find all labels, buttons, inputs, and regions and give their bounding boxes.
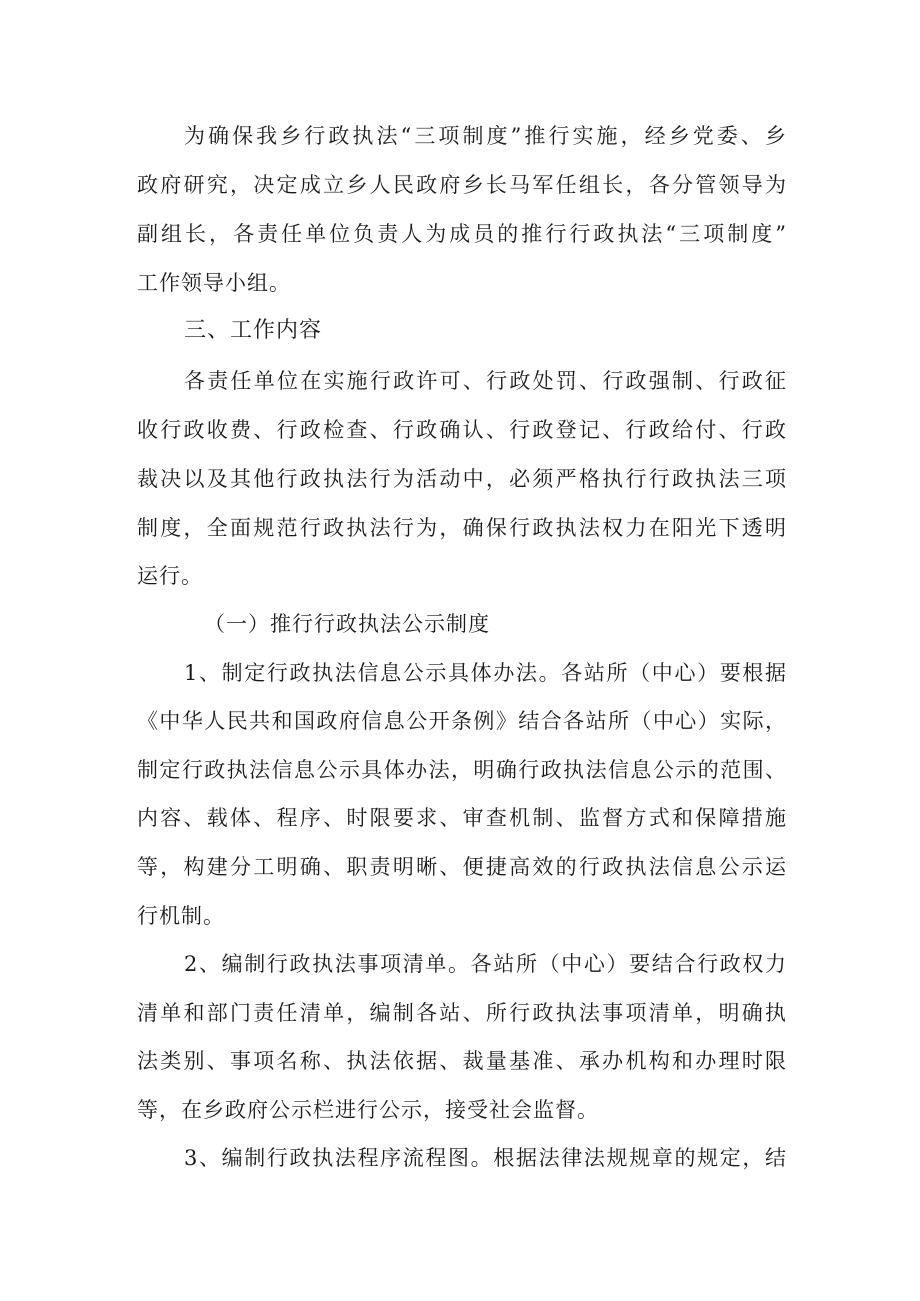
paragraph-line: 制度，全面规范行政执法行为，确保行政执法权力在阳光下透明	[137, 516, 787, 540]
item-line: 制定行政执法信息公示具体办法，明确行政执法信息公示的范围、	[137, 758, 787, 782]
subsection-heading: （一）推行行政执法公示制度	[204, 612, 490, 636]
paragraph-line: 各责任单位在实施行政许可、行政处罚、行政强制、行政征	[184, 369, 787, 393]
item-line: 2、编制行政执法事项清单。各站所（中心）要结合行政权力	[184, 952, 787, 976]
item-line: 行机制。	[137, 904, 225, 928]
item-line: 《中华人民共和国政府信息公开条例》结合各站所（中心）实际，	[137, 709, 787, 733]
item-line: 等，在乡政府公示栏进行公示，接受社会监督。	[137, 1098, 599, 1122]
item-line: 1、制定行政执法信息公示具体办法。各站所（中心）要根据	[184, 661, 787, 685]
paragraph-line: 工作领导小组。	[137, 271, 291, 295]
paragraph-line: 为确保我乡行政执法“三项制度”推行实施，经乡党委、乡	[184, 124, 787, 148]
paragraph-line: 副组长，各责任单位负责人为成员的推行行政执法“三项制度”	[137, 222, 787, 246]
paragraph-line: 收行政收费、行政检查、行政确认、行政登记、行政给付、行政	[137, 418, 787, 442]
paragraph-line: 运行。	[137, 564, 203, 588]
paragraph-line: 政府研究，决定成立乡人民政府乡长马军任组长，各分管领导为	[137, 173, 787, 197]
paragraph-line: 裁决以及其他行政执法行为活动中，必须严格执行行政执法三项	[137, 467, 787, 491]
item-line: 内容、载体、程序、时限要求、审查机制、监督方式和保障措施	[137, 806, 787, 830]
item-line: 3、编制行政执法程序流程图。根据法律法规规章的规定，结	[184, 1146, 787, 1170]
section-heading: 三、工作内容	[184, 318, 323, 343]
item-line: 等，构建分工明确、职责明晰、便捷高效的行政执法信息公示运	[137, 855, 787, 879]
item-line: 法类别、事项名称、执法依据、裁量基准、承办机构和办理时限	[137, 1049, 787, 1073]
item-line: 清单和部门责任清单，编制各站、所行政执法事项清单，明确执	[137, 1001, 787, 1025]
